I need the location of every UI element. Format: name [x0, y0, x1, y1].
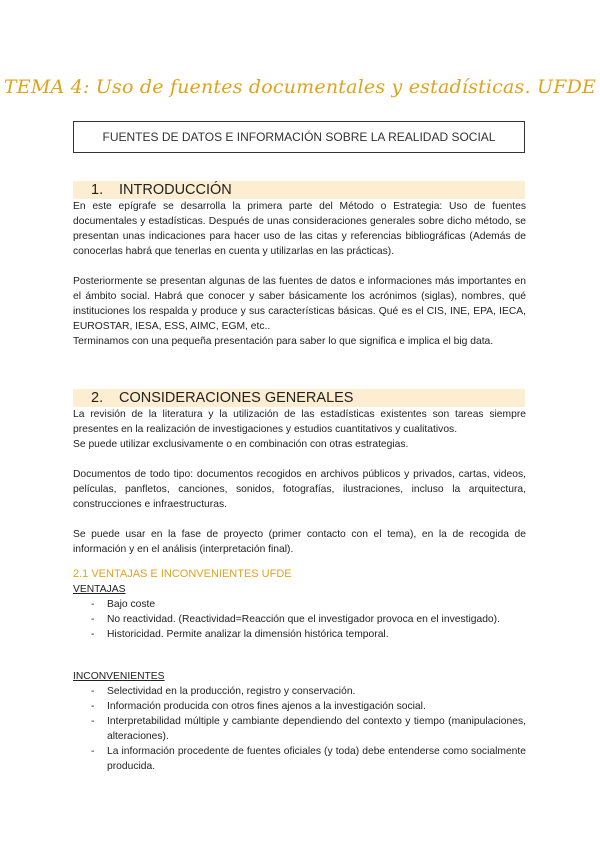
intro-paragraph-3: Terminamos con una pequeña presentación para saber lo que significa e implica el big data.: [73, 336, 494, 347]
section-2-title: CONSIDERACIONES GENERALES: [119, 390, 354, 406]
list-dash: -: [91, 746, 95, 757]
section-1-body: [73, 199, 526, 349]
page-title: TEMA 4: Uso de fuentes documentales y estadísticas. UFDE: [3, 76, 597, 98]
boxed-heading: [73, 121, 525, 153]
list-item: - Selectividad en la producción, registro y conservación.: [91, 686, 356, 697]
list-item: - Historicidad. Permite analizar la dimensión histórica temporal.: [91, 629, 389, 640]
list-dash: -: [91, 686, 95, 697]
general-paragraph-3: Se puede usar en la fase de proyecto (primer contacto con el tema), en la de recogida de información y en el análisis (interpretación final).: [73, 529, 526, 555]
section-1-number: 1.: [91, 182, 104, 198]
general-paragraph-1a: La revisión de la literatura y la utilización de las estadísticas existentes son tareas siempre presentes en la realización de investigaciones y estudios cuantitativos y cualitativos.: [73, 409, 526, 435]
section-2-heading: [73, 389, 525, 407]
list-dash: -: [91, 716, 95, 727]
section-2-body: [73, 407, 526, 557]
section-1-title: INTRODUCCIÓN: [119, 182, 232, 198]
general-paragraph-1b: Se puede utilizar exclusivamente o en combinación con otras estrategias.: [73, 439, 409, 450]
inconvenientes-list: [73, 684, 526, 774]
list-item: - Interpretabilidad múltiple y cambiante dependiendo del contexto y tiempo (manipulaciones, alteraciones).: [91, 716, 526, 742]
subsection-heading: 2.1 VENTAJAS E INCONVENIENTES UFDE: [73, 568, 292, 580]
section-1-heading: [73, 181, 525, 199]
intro-paragraph-1: En este epígrafe se desarrolla la primera parte del Método o Estrategia: Uso de fuentes documentales y estadísticas. Después de unas consideraciones generales sobre dicho método, se presentan unas indicaciones para hacer uso de las citas y referencias bibliográficas (Además de conocerlas habrá que tenerlas en cuenta y utilizarlas en las prácticas).: [73, 201, 526, 257]
list-item: - La información procedente de fuentes oficiales (y toda) debe entenderse como socialmente producida.: [91, 746, 526, 772]
boxed-heading-text: FUENTES DE DATOS E INFORMACIÓN SOBRE LA REALIDAD SOCIAL: [102, 130, 496, 144]
list-dash: -: [91, 614, 95, 625]
general-paragraph-2: Documentos de todo tipo: documentos recogidos en archivos públicos y privados, cartas, videos, películas, panfletos, canciones, sonidos, fotografías, ilustraciones, incluso la arquitectura, construcciones e infraestructuras.: [73, 469, 526, 510]
inconvenientes-label: INCONVENIENTES: [73, 671, 165, 682]
list-dash: -: [91, 701, 95, 712]
list-item: - Bajo coste: [91, 599, 156, 610]
list-item: - No reactividad. (Reactividad=Reacción que el investigador provoca en el investigado).: [91, 614, 500, 625]
section-2-number: 2.: [91, 390, 104, 406]
list-item: - Información producida con otros fines ajenos a la investigación social.: [91, 701, 426, 712]
list-dash: -: [91, 629, 95, 640]
ventajas-label: VENTAJAS: [73, 584, 126, 595]
list-dash: -: [91, 599, 95, 610]
intro-paragraph-2: Posteriormente se presentan algunas de las fuentes de datos e informaciones más importantes en el ámbito social. Habrá que conocer y saber básicamente los acrónimos (siglas), nombres, qué instituciones los respalda y produce y sus características básicas. Qué es el CIS, INE, EPA, IECA, EUROSTAR, IESA, ESS, AIMC, EGM, etc..: [73, 276, 526, 332]
ventajas-list: [73, 597, 526, 642]
